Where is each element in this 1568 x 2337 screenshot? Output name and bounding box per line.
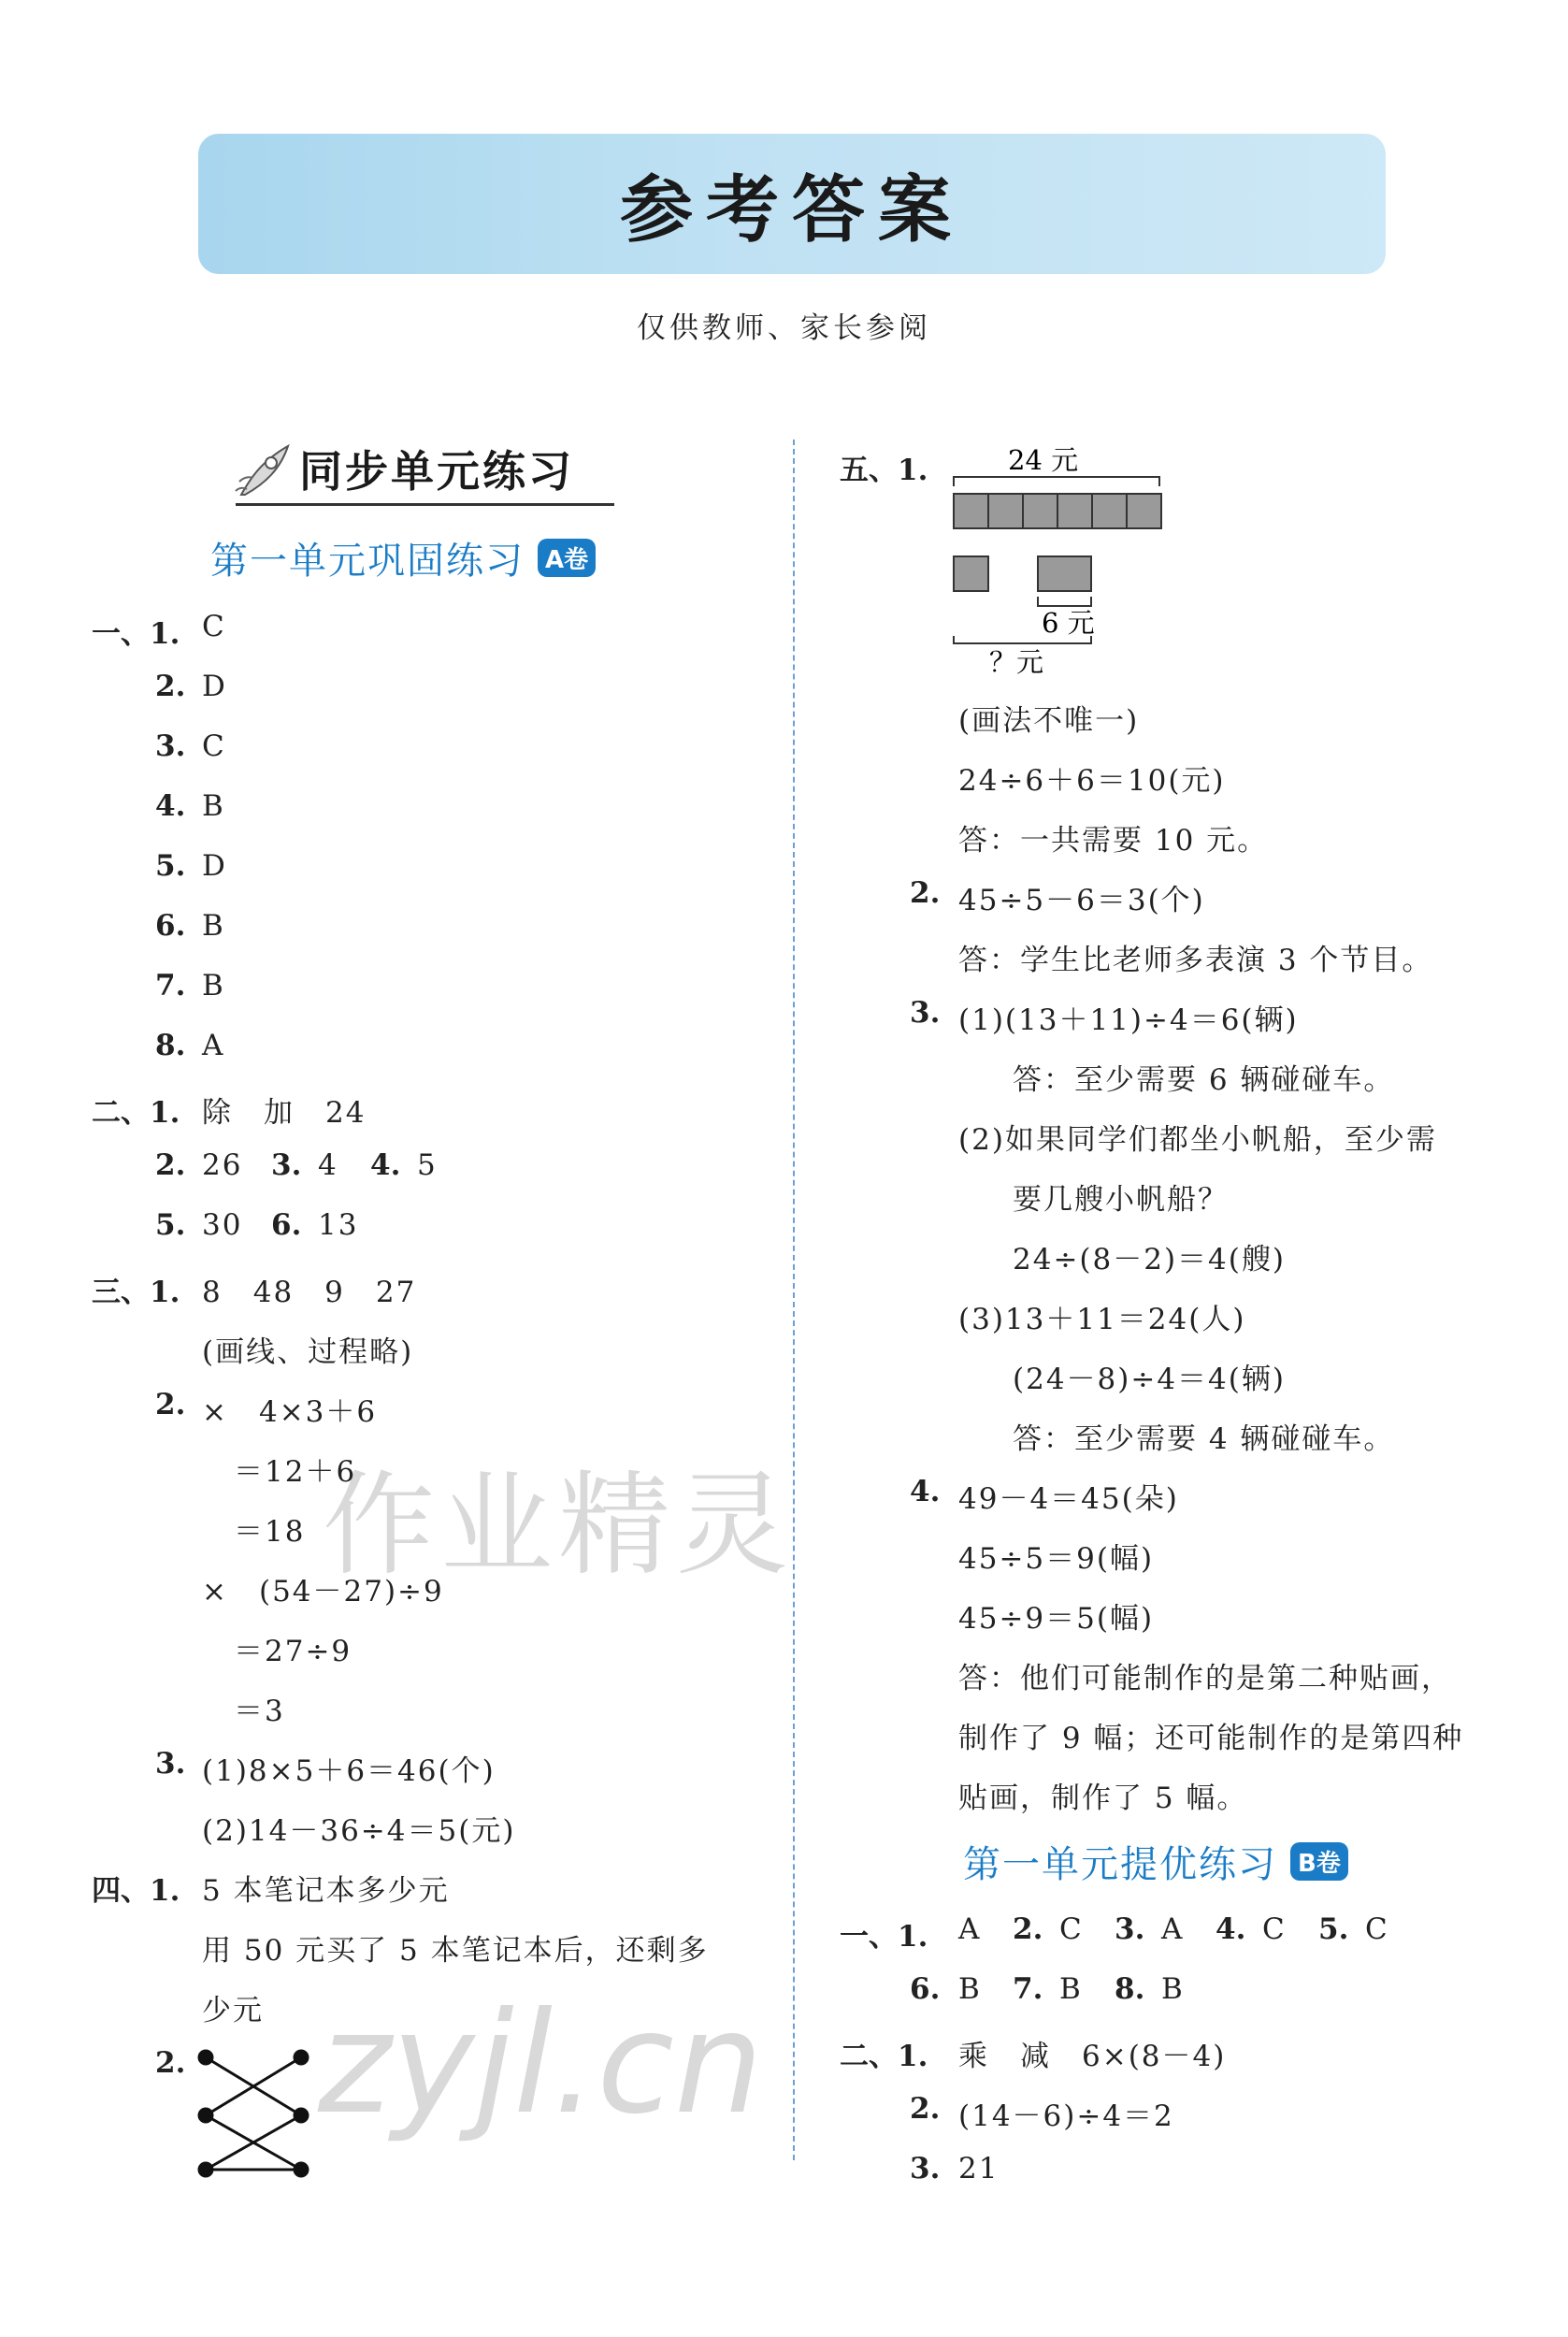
q-number: 4. (1216, 1912, 1246, 1946)
answer: 制作了 9 幅；还可能制作的是第四种 (958, 1722, 1464, 1755)
answer: 答：学生比老师多表演 3 个节目。 (958, 944, 1433, 977)
matching-lines-diagram (187, 2039, 318, 2188)
section-heading (234, 435, 612, 502)
q-number: 3. (271, 1148, 302, 1182)
answer: (14－6)÷4＝2 (958, 2099, 1174, 2133)
answer: D (202, 849, 227, 883)
answer: B (958, 1972, 982, 2006)
q-number: 3. (155, 1747, 186, 1781)
q-number: 2. (155, 2046, 186, 2080)
q-number: 6. (271, 1208, 302, 1242)
q-label: 四、1. (92, 1874, 180, 1908)
q-number: 2. (910, 876, 941, 910)
answer: 21 (958, 2152, 1000, 2186)
bar-model-diagram (944, 440, 1187, 683)
answer: A (1161, 1912, 1185, 1946)
q-number: 6. (910, 1972, 941, 2006)
answer: C (1365, 1912, 1389, 1946)
q-number: 5. (155, 849, 186, 883)
answer: B (202, 909, 225, 943)
section-title: 同步单元练习 (299, 446, 574, 497)
answer: 用 50 元买了 5 本笔记本后，还剩多 (202, 1934, 709, 1968)
q-number: 3. (910, 2152, 941, 2186)
q-number: 2. (155, 670, 186, 703)
answer: × 4×3＋6 (202, 1395, 378, 1429)
q-number: 2. (910, 2092, 941, 2126)
q-label: 五、1. (840, 454, 928, 487)
page-subtitle: 仅供教师、家长参阅 (637, 311, 931, 345)
answer: 24÷(8－2)＝4(艘) (1013, 1243, 1286, 1277)
title-banner (198, 134, 1386, 274)
unknown-label: ？元 (989, 646, 1044, 678)
q-number: 2. (1013, 1912, 1043, 1946)
part-label: 6 元 (1042, 607, 1095, 639)
answer: C (202, 729, 226, 763)
answer: 45÷5－6＝3(个) (958, 884, 1205, 917)
q-number: 5. (1318, 1912, 1349, 1946)
answer: (2)14－36÷4＝5(元) (202, 1814, 516, 1848)
answer: 26 (202, 1148, 243, 1182)
answer: 答：他们可能制作的是第二种贴画， (958, 1662, 1452, 1695)
unit-b-title: 第一单元提优练习 (963, 1843, 1277, 1886)
answer-note: (画法不唯一) (958, 704, 1140, 738)
watermark-url: zyjl.cn (318, 1983, 764, 2145)
answer: 24÷6＋6＝10(元) (958, 764, 1226, 798)
answer: 答：一共需要 10 元。 (958, 824, 1269, 858)
section-underline (236, 503, 614, 506)
q-number: 2. (155, 1388, 186, 1421)
q-number: 2. (155, 1148, 186, 1182)
answer: ＝12＋6 (234, 1455, 357, 1489)
answer: D (202, 670, 227, 703)
q-label: 三、1. (92, 1276, 180, 1309)
q-number: 3. (155, 729, 186, 763)
answer: 要几艘小帆船？ (1013, 1183, 1229, 1217)
answer: ＝18 (234, 1515, 306, 1549)
q-number: 4. (155, 789, 186, 823)
answer-note: (画线、过程略) (202, 1335, 414, 1369)
answer: A (202, 1029, 225, 1062)
q-label: 二、1. (840, 2040, 928, 2073)
rocket-icon (234, 440, 295, 498)
answer: (3)13＋11＝24(人) (958, 1303, 1246, 1336)
q-number: 7. (1013, 1972, 1043, 2006)
answer: B (1161, 1972, 1185, 2006)
answer: 45÷9＝5(幅) (958, 1602, 1155, 1636)
answer: C (1059, 1912, 1084, 1946)
q-number: 7. (155, 969, 186, 1003)
answer: 8 48 9 27 (202, 1276, 417, 1309)
answer: B (202, 969, 225, 1003)
answer: 少元 (202, 1994, 264, 2027)
answer: C (202, 610, 226, 643)
q-label: 二、1. (92, 1096, 180, 1130)
answer: 5 (417, 1148, 438, 1182)
answer: 除 加 24 (202, 1096, 367, 1130)
answer: 30 (202, 1208, 243, 1242)
answer: ＝3 (234, 1695, 285, 1728)
answer: 乘 减 6×(8－4) (958, 2040, 1227, 2073)
answer: × (54－27)÷9 (202, 1575, 444, 1608)
q-number: 8. (1115, 1972, 1145, 2006)
answer: 贴画，制作了 5 幅。 (958, 1782, 1248, 1815)
unit-b-badge: B卷 (1290, 1842, 1348, 1881)
q-number: 8. (155, 1029, 186, 1062)
answer: ＝27÷9 (234, 1635, 352, 1668)
answer: (2)如果同学们都坐小帆船，至少需 (958, 1123, 1437, 1157)
q-label: 一、1. (840, 1920, 928, 1954)
unit-b-heading (963, 1835, 1348, 1888)
q-number: 4. (910, 1475, 941, 1508)
answer: B (1059, 1972, 1083, 2006)
unit-a-heading (210, 531, 596, 584)
q-label: 一、1. (92, 617, 180, 651)
answer: 45÷5＝9(幅) (958, 1542, 1155, 1576)
page-title: 参考答案 (619, 168, 964, 252)
q-number: 3. (910, 996, 941, 1030)
answer: 答：至少需要 4 辆碰碰车。 (1013, 1422, 1395, 1456)
answer: (1)(13＋11)÷4＝6(辆) (958, 1003, 1299, 1037)
q-number: 4. (370, 1148, 401, 1182)
answer: 13 (318, 1208, 359, 1242)
answer: 答：至少需要 6 辆碰碰车。 (1013, 1063, 1395, 1097)
unit-a-title: 第一单元巩固练习 (210, 540, 525, 583)
answer: 49－4＝45(朵) (958, 1482, 1179, 1516)
answer: (24－8)÷4＝4(辆) (1013, 1363, 1286, 1396)
answer: B (202, 789, 225, 823)
answer: 5 本笔记本多少元 (202, 1874, 450, 1908)
unit-a-badge: A卷 (538, 539, 596, 577)
answer: A (958, 1912, 982, 1946)
answer: 4 (318, 1148, 338, 1182)
column-divider (793, 440, 795, 2160)
q-number: 6. (155, 909, 186, 943)
watermark-text: 作业精灵 (323, 1461, 794, 1591)
total-label: 24 元 (1008, 444, 1079, 476)
answer: C (1262, 1912, 1287, 1946)
q-number: 5. (155, 1208, 186, 1242)
q-number: 3. (1115, 1912, 1145, 1946)
answer: (1)8×5＋6＝46(个) (202, 1754, 496, 1788)
